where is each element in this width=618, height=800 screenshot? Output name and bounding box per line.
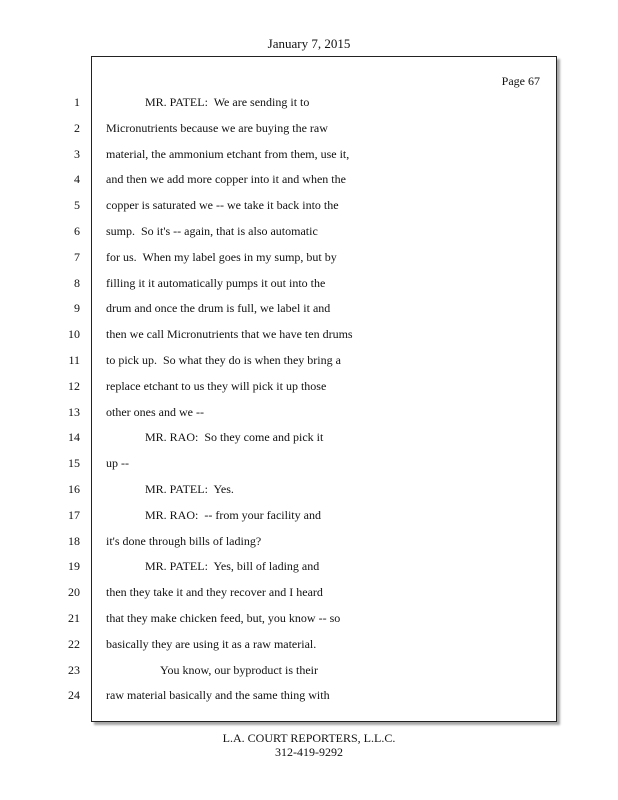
line-number-column bbox=[40, 90, 80, 709]
transcript-line: and then we add more copper into it and when the bbox=[106, 172, 346, 187]
transcript-line: MR. PATEL: We are sending it to bbox=[145, 95, 310, 109]
transcript-line: raw material basically and the same thing with bbox=[106, 688, 330, 703]
transcript-line: Micronutrients because we are buying the raw bbox=[106, 120, 328, 135]
line-number: 19 bbox=[68, 559, 80, 574]
transcript-line: then we call Micronutrients that we have ten drums bbox=[106, 327, 353, 342]
footer bbox=[0, 731, 618, 759]
line-number: 5 bbox=[74, 198, 80, 213]
line-number: 17 bbox=[68, 507, 80, 522]
line-number: 9 bbox=[74, 301, 80, 316]
transcript-line: copper is saturated we -- we take it back into the bbox=[106, 198, 339, 213]
transcript-line: material, the ammonium etchant from them, use it, bbox=[106, 146, 350, 161]
transcript-line: drum and once the drum is full, we label it and bbox=[106, 301, 331, 316]
line-number: 7 bbox=[74, 249, 80, 264]
transcript-line: then they take it and they recover and I heard bbox=[106, 585, 323, 600]
header-date: January 7, 2015 bbox=[267, 36, 351, 51]
transcript-line: basically they are using it as a raw material. bbox=[106, 636, 317, 651]
page-number: Page 67 bbox=[501, 74, 540, 88]
line-number: 18 bbox=[68, 533, 80, 548]
transcript-line: it's done through bills of lading? bbox=[106, 533, 262, 548]
transcript-line: to pick up. So what they do is when they bring a bbox=[106, 352, 341, 367]
transcript-line: that they make chicken feed, but, you know -- so bbox=[106, 610, 341, 625]
line-number: 21 bbox=[68, 610, 80, 625]
transcript-line: MR. PATEL: Yes. bbox=[145, 481, 234, 496]
footer-phone: 312-419-9292 bbox=[275, 745, 343, 759]
transcript-line: sump. So it's -- again, that is also automatic bbox=[106, 223, 318, 238]
line-number: 24 bbox=[68, 688, 80, 703]
line-number: 11 bbox=[68, 352, 80, 367]
line-number: 20 bbox=[68, 585, 80, 600]
transcript-text bbox=[106, 90, 546, 709]
line-number: 15 bbox=[68, 456, 80, 471]
transcript-line: replace etchant to us they will pick it up those bbox=[106, 378, 327, 393]
line-number: 8 bbox=[74, 275, 80, 290]
transcript-line: MR. PATEL: Yes, bill of lading and bbox=[145, 559, 320, 574]
line-number: 13 bbox=[68, 404, 80, 419]
line-number: 1 bbox=[74, 95, 80, 109]
line-number: 12 bbox=[68, 378, 80, 393]
line-number: 14 bbox=[68, 430, 80, 445]
line-number: 22 bbox=[68, 636, 80, 651]
line-number: 6 bbox=[74, 223, 80, 238]
line-number: 16 bbox=[68, 481, 80, 496]
line-number: 2 bbox=[74, 120, 80, 135]
transcript-line: for us. When my label goes in my sump, but by bbox=[106, 249, 337, 264]
transcript-line: MR. RAO: So they come and pick it bbox=[145, 430, 324, 445]
line-number: 3 bbox=[74, 146, 80, 161]
transcript-line: other ones and we -- bbox=[106, 404, 204, 419]
footer-company: L.A. COURT REPORTERS, L.L.C. bbox=[222, 731, 396, 745]
transcript-line: MR. RAO: -- from your facility and bbox=[145, 507, 321, 522]
transcript-line: You know, our byproduct is their bbox=[160, 662, 318, 677]
transcript-line: up -- bbox=[106, 456, 129, 471]
line-number: 23 bbox=[68, 662, 80, 677]
line-number: 10 bbox=[68, 327, 80, 342]
line-number: 4 bbox=[74, 172, 80, 187]
transcript-line: filling it it automatically pumps it out into the bbox=[106, 275, 326, 290]
